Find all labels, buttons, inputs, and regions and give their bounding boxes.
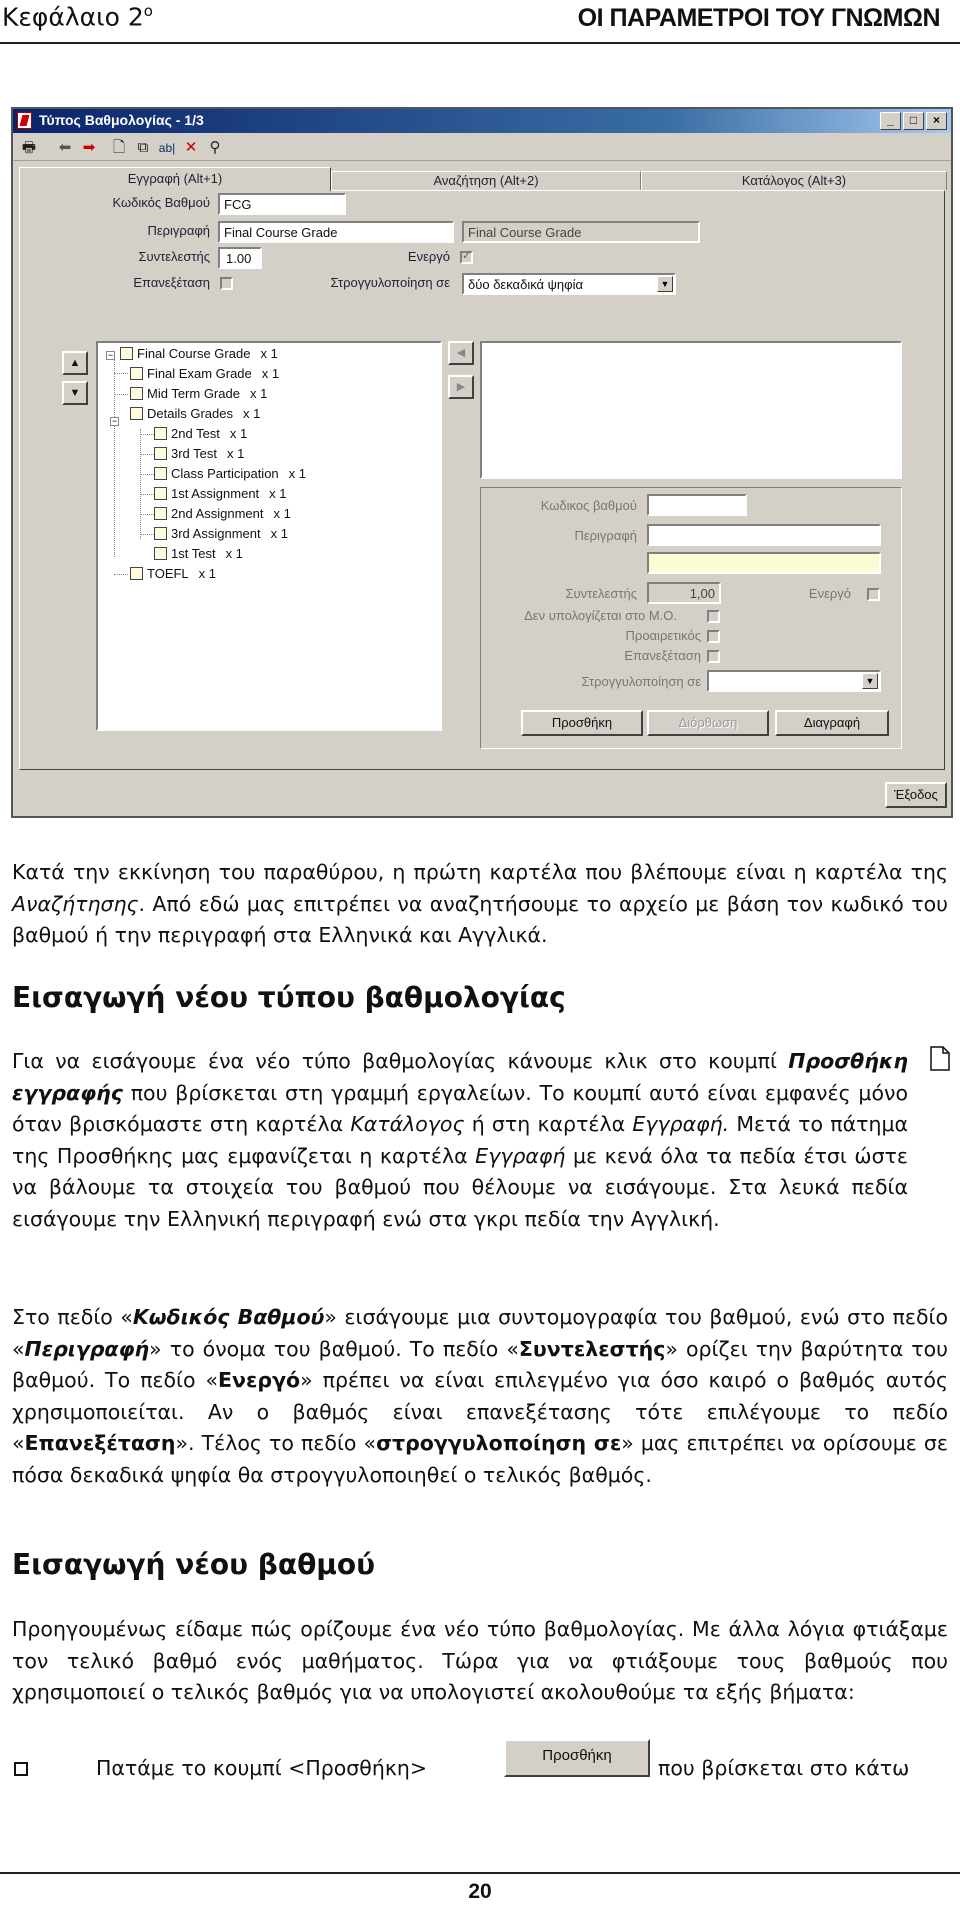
maximize-button[interactable]: □ (903, 112, 924, 130)
retake-label: Επανεξέταση (133, 275, 210, 290)
paragraph-new-grade: Προηγουμένως είδαμε πώς ορίζουμε ένα νέο τύπο βαθμολογίας. Με άλλα λόγια φτιάξαμε τον τελικό βαθμό ενός μαθήματος. Τώρα για να φτιάξουμε τους βαθμούς που χρησιμοποιεί ο τελικός βαθμός για να υπολογιστεί ακολουθούμε τα εξής βήματα: (12, 1617, 948, 1704)
print-icon[interactable]: 🖶 (21, 139, 37, 156)
chevron-down-icon[interactable]: ▼ (657, 276, 673, 292)
paragraph-fields: Στο πεδίο «Κωδικός Βαθμού» εισάγουμε μια συντομογραφία του βαθμού, ενώ στο πεδίο «Περιγραφή» το όνομα του βαθμού. Το πεδίο «Συντελεστής» ορίζει την βαρύτητα του βαθμού. Το πεδίο «Ενεργό» πρέπει να είναι επιλεγμένο για όσο καιρό ο βαθμός αυτός χρησιμοποιείται. Αν ο βαθμός είναι επανεξέτασης τότε επιλέγουμε το πεδίο «Επανεξέταση». Τέλος το πεδίο «στρογγυλοποίηση σε» μας επιτρέπει να ορίσουμε σε πόσα δεκαδικά ψηφία θα στρογγυλοποιηθεί ο τελικός βαθμός. (12, 1305, 949, 1487)
retake-checkbox[interactable] (220, 277, 233, 290)
new-record-icon (930, 1046, 950, 1071)
move-up-button[interactable]: ▲ (62, 351, 88, 375)
page-number: 20 (468, 1880, 492, 1903)
detail-active-checkbox[interactable] (867, 588, 880, 601)
detail-coefficient-field[interactable]: 1,00 (647, 582, 721, 604)
heading-new-grade-type: Εισαγωγή νέου τύπου βαθμολογίας (12, 981, 566, 1014)
paragraph-new-grade-type: Για να εισάγουμε ένα νέο τύπο βαθμολογίας κάνουμε κλικ στο κουμπί Προσθήκη εγγραφής που βρίσκεται στη γραμμή εργαλείων. Το κουμπί αυτό είναι εμφανές μόνο όταν βρισκόμαστε στη καρτέλα Κατάλογος ή στη καρτέλα Εγγραφή. Μετά το πάτημα της Προσθήκης μας εμφανίζεται η καρτέλα Εγγραφή με κενά όλα τα πεδία έτσι ώστε να βάλουμε τα στοιχεία του βαθμού που θέλουμε να εισάγουμε. Στα λευκά πεδία εισάγουμε την Ελληνική περιγραφή ενώ στα γκρι πεδία την Αγγλική. (12, 1049, 908, 1231)
active-label: Ενεργό (407, 249, 450, 264)
chapter-label: Κεφάλαιο $2^o$ (2, 2, 153, 32)
coefficient-field[interactable]: 1.00 (218, 247, 262, 269)
close-button[interactable]: × (926, 112, 947, 130)
minimize-button[interactable]: _ (880, 112, 901, 130)
document-icon (154, 427, 167, 440)
toolbar (13, 135, 951, 161)
right-arrow-button[interactable]: ▶ (448, 375, 474, 399)
tree-item[interactable]: Mid Term Grade x 1 (130, 385, 267, 403)
document-icon (154, 467, 167, 480)
coefficient-label: Συντελεστής (138, 249, 210, 264)
document-icon (130, 387, 143, 400)
tree-item[interactable]: 2nd Test x 1 (154, 425, 247, 443)
description-label: Περιγραφή (147, 223, 210, 238)
document-icon (130, 367, 143, 380)
active-checkbox[interactable] (460, 251, 473, 264)
new-record-icon[interactable]: 🗋 (112, 139, 126, 156)
forward-arrow-icon[interactable]: ➡ (82, 139, 96, 156)
rounding-label: Στρογγυλοποίηση σε (330, 275, 450, 290)
section-title: ΟΙ ΠΑΡΑΜΕΤΡΟΙ ΤΟΥ ΓΝΩΜΩΝ (577, 4, 940, 32)
detail-description-gr-field[interactable] (647, 524, 881, 546)
delete-button[interactable]: Διαγραφή (775, 710, 889, 736)
left-arrow-button[interactable]: ◀ (448, 341, 474, 365)
grade-tree[interactable] (96, 341, 442, 731)
tree-item[interactable]: 2nd Assignment x 1 (154, 505, 291, 523)
tree-item[interactable]: Class Participation x 1 (154, 465, 306, 483)
code-label: Κωδικός Βαθμού (112, 195, 210, 210)
bullet-text-before: Πατάμε το κουμπί <Προσθήκη> (96, 1756, 428, 1780)
grade-detail-panel (480, 487, 902, 749)
detail-retake-checkbox[interactable] (707, 650, 720, 663)
bullet-text-after: που βρίσκεται στο κάτω (658, 1756, 910, 1780)
paragraph-search-tab: Κατά την εκκίνηση του παραθύρου, η πρώτη καρτέλα που βλέπουμε είναι η καρτέλα της Αναζήτησης. Από εδώ μας επιτρέπει να αναζητήσουμε το αρχείο με βάση τον κωδικό του βαθμού ή την περιγραφή στα Ελληνικά και Αγγλικά. (12, 860, 948, 947)
detail-coefficient-label: Συντελεστής (565, 586, 637, 601)
window-title: Τύπος Βαθμολογίας - 1/3 (39, 112, 204, 128)
tab-record[interactable]: Εγγραφή (Alt+1) (19, 167, 331, 191)
binoculars-icon[interactable]: ⚲ (209, 139, 221, 156)
document-icon (120, 347, 133, 360)
optional-checkbox[interactable] (707, 630, 720, 643)
record-panel (19, 190, 945, 770)
document-icon (154, 547, 167, 560)
copy-icon[interactable]: ⧉ (137, 139, 149, 156)
delete-icon[interactable]: ✕ (184, 139, 198, 156)
tab-search[interactable]: Αναζήτηση (Alt+2) (331, 171, 641, 191)
document-icon (154, 527, 167, 540)
back-arrow-icon[interactable]: ⬅ (58, 139, 72, 156)
tree-item[interactable]: Final Exam Grade x 1 (130, 365, 279, 383)
chevron-down-icon[interactable]: ▼ (862, 673, 878, 689)
window-titlebar (13, 109, 951, 133)
document-icon (130, 407, 143, 420)
collapse-icon[interactable]: − (111, 416, 118, 426)
description-gr-field[interactable]: Final Course Grade (218, 221, 454, 243)
tree-item[interactable]: 3rd Assignment x 1 (154, 525, 288, 543)
detail-code-label: Κωδικος βαθμού (540, 498, 637, 513)
detail-description-label: Περιγραφή (574, 528, 637, 543)
document-icon (154, 507, 167, 520)
page-footer (0, 1872, 960, 1903)
add-button-image: Προσθήκη (504, 1739, 650, 1777)
collapse-icon[interactable]: − (107, 350, 114, 360)
rounding-select[interactable] (462, 273, 676, 295)
tree-item[interactable]: TOEFL x 1 (130, 565, 216, 583)
detail-code-field[interactable] (647, 494, 747, 516)
tab-strip (19, 167, 945, 191)
page-header (0, 0, 960, 44)
tree-item[interactable]: 3rd Test x 1 (154, 445, 244, 463)
rounding-value: δύο δεκαδικά ψηφία (468, 277, 584, 292)
move-down-button[interactable]: ▼ (62, 381, 88, 405)
tree-item[interactable]: 1st Test x 1 (154, 545, 243, 563)
code-field[interactable]: FCG (218, 193, 346, 215)
heading-new-grade: Εισαγωγή νέου βαθμού (12, 1548, 376, 1581)
detail-retake-label: Επανεξέταση (624, 648, 701, 663)
edit-button[interactable]: Διόρθωση (647, 710, 769, 736)
detail-rounding-select[interactable] (707, 670, 881, 692)
document-icon (154, 447, 167, 460)
grade-type-window (11, 107, 953, 818)
detail-description-en-field[interactable] (647, 552, 881, 574)
no-average-label: Δεν υπολογίζεται στο Μ.Ο. (524, 608, 677, 623)
document-icon (154, 487, 167, 500)
app-icon (17, 112, 32, 129)
tab-catalog[interactable]: Κατάλογος (Alt+3) (641, 171, 947, 191)
optional-label: Προαιρετικός (625, 628, 701, 643)
add-button[interactable]: Προσθήκη (521, 710, 643, 736)
preview-box (480, 341, 902, 479)
tree-item[interactable]: 1st Assignment x 1 (154, 485, 287, 503)
edit-field-icon[interactable]: ab| (158, 141, 176, 155)
no-average-checkbox[interactable] (707, 610, 720, 623)
document-icon (130, 567, 143, 580)
tree-item[interactable]: Details Grades x 1 (130, 405, 260, 423)
description-en-field[interactable]: Final Course Grade (462, 221, 700, 243)
exit-button[interactable]: Έξοδος (885, 782, 947, 808)
bullet-checkbox-icon (14, 1762, 28, 1776)
detail-active-label: Ενεργό (808, 586, 851, 601)
tree-item[interactable]: Final Course Grade x 1 (120, 345, 278, 363)
detail-rounding-label: Στρογγυλοποίηση σε (581, 674, 701, 689)
